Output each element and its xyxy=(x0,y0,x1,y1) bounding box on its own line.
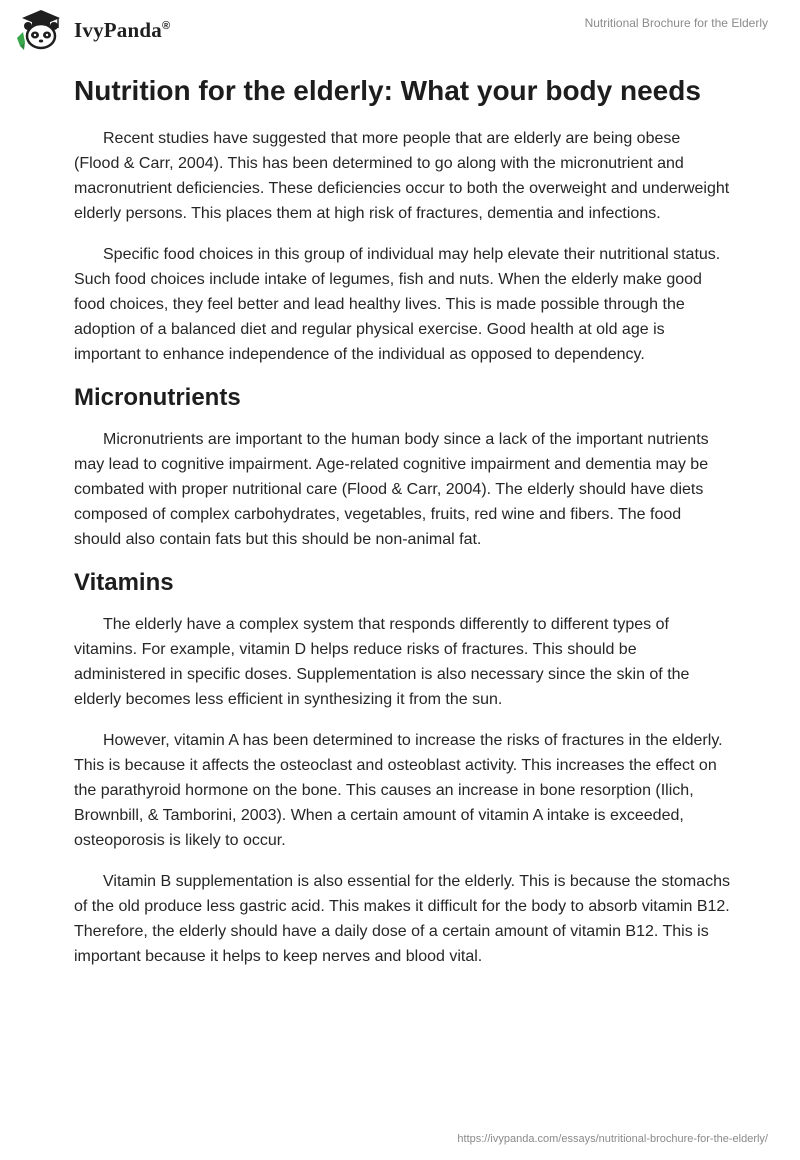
vitamins-paragraph-2: However, vitamin A has been determined to increase the risks of fractures in the elderly. This is because it affects the osteoclast and osteoblast activity. This increases the effect on the parathyroid hormone on the bone. This causes an increase in bone resorption (Ilich, Brownbill, & Tamborini, 2003). When a certain amount of vitamin A intake is exceeded, osteoporosis is likely to occur. xyxy=(74,732,723,849)
intro-paragraph-2: Specific food choices in this group of individual may help elevate their nutritional status. Such food choices include intake of legumes, fish and nuts. When the elderly make good food choices, they feel better and lead healthy lives. This is made possible through the adoption of a balanced diet and regular physical exercise. Good health at old age is important to enhance independence of the individual as opposed to dependency. xyxy=(74,246,721,363)
micronutrients-paragraph-1: Micronutrients are important to the human body since a lack of the important nutrients may lead to cognitive impairment. Age-related cognitive impairment and dementia may be combated with proper nutritional care (Flood & Carr, 2004). The elderly should have diets composed of complex carbohydrates, vegetables, fruits, red wine and fibers. The food should also contain fats but this should be non-animal fat. xyxy=(74,431,709,548)
brand-name-text: IvyPanda xyxy=(74,17,162,42)
source-url-link[interactable]: https://ivypanda.com/essays/nutritional-brochure-for-the-elderly/ xyxy=(457,1133,768,1145)
brand-logo[interactable] xyxy=(14,8,170,52)
page-title: Nutrition for the elderly: What your body needs xyxy=(74,75,701,106)
article-content xyxy=(74,72,730,985)
vitamins-paragraph-1: The elderly have a complex system that responds differently to different types of vitamins. For example, vitamin D helps reduce risks of fractures. This should be administered in specific doses. Supplementation is also necessary since the skin of the elderly becomes less efficient in synthesizing it from the sun. xyxy=(74,616,690,708)
section-heading-vitamins: Vitamins xyxy=(74,569,174,596)
section-heading-micronutrients: Micronutrients xyxy=(74,384,241,411)
registered-mark: ® xyxy=(161,19,171,32)
vitamins-paragraph-3: Vitamin B supplementation is also essential for the elderly. This is because the stomachs of the old produce less gastric acid. This makes it difficult for the body to absorb vitamin B12. Therefore, the elderly should have a daily dose of a certain amount of vitamin B12. This is important because it helps to keep nerves and blood vital. xyxy=(74,873,730,965)
page-header xyxy=(0,0,800,62)
document-title: Nutritional Brochure for the Elderly xyxy=(584,16,768,30)
brand-name xyxy=(74,18,170,43)
panda-graduation-cap-icon xyxy=(14,8,68,52)
intro-paragraph-1: Recent studies have suggested that more people that are elderly are being obese (Flood & Carr, 2004). This has been determined to go along with the micronutrient and macronutrient deficiencies. These deficiencies occur to both the overweight and underweight elderly persons. This places them at high risk of fractures, dementia and infections. xyxy=(74,130,730,222)
